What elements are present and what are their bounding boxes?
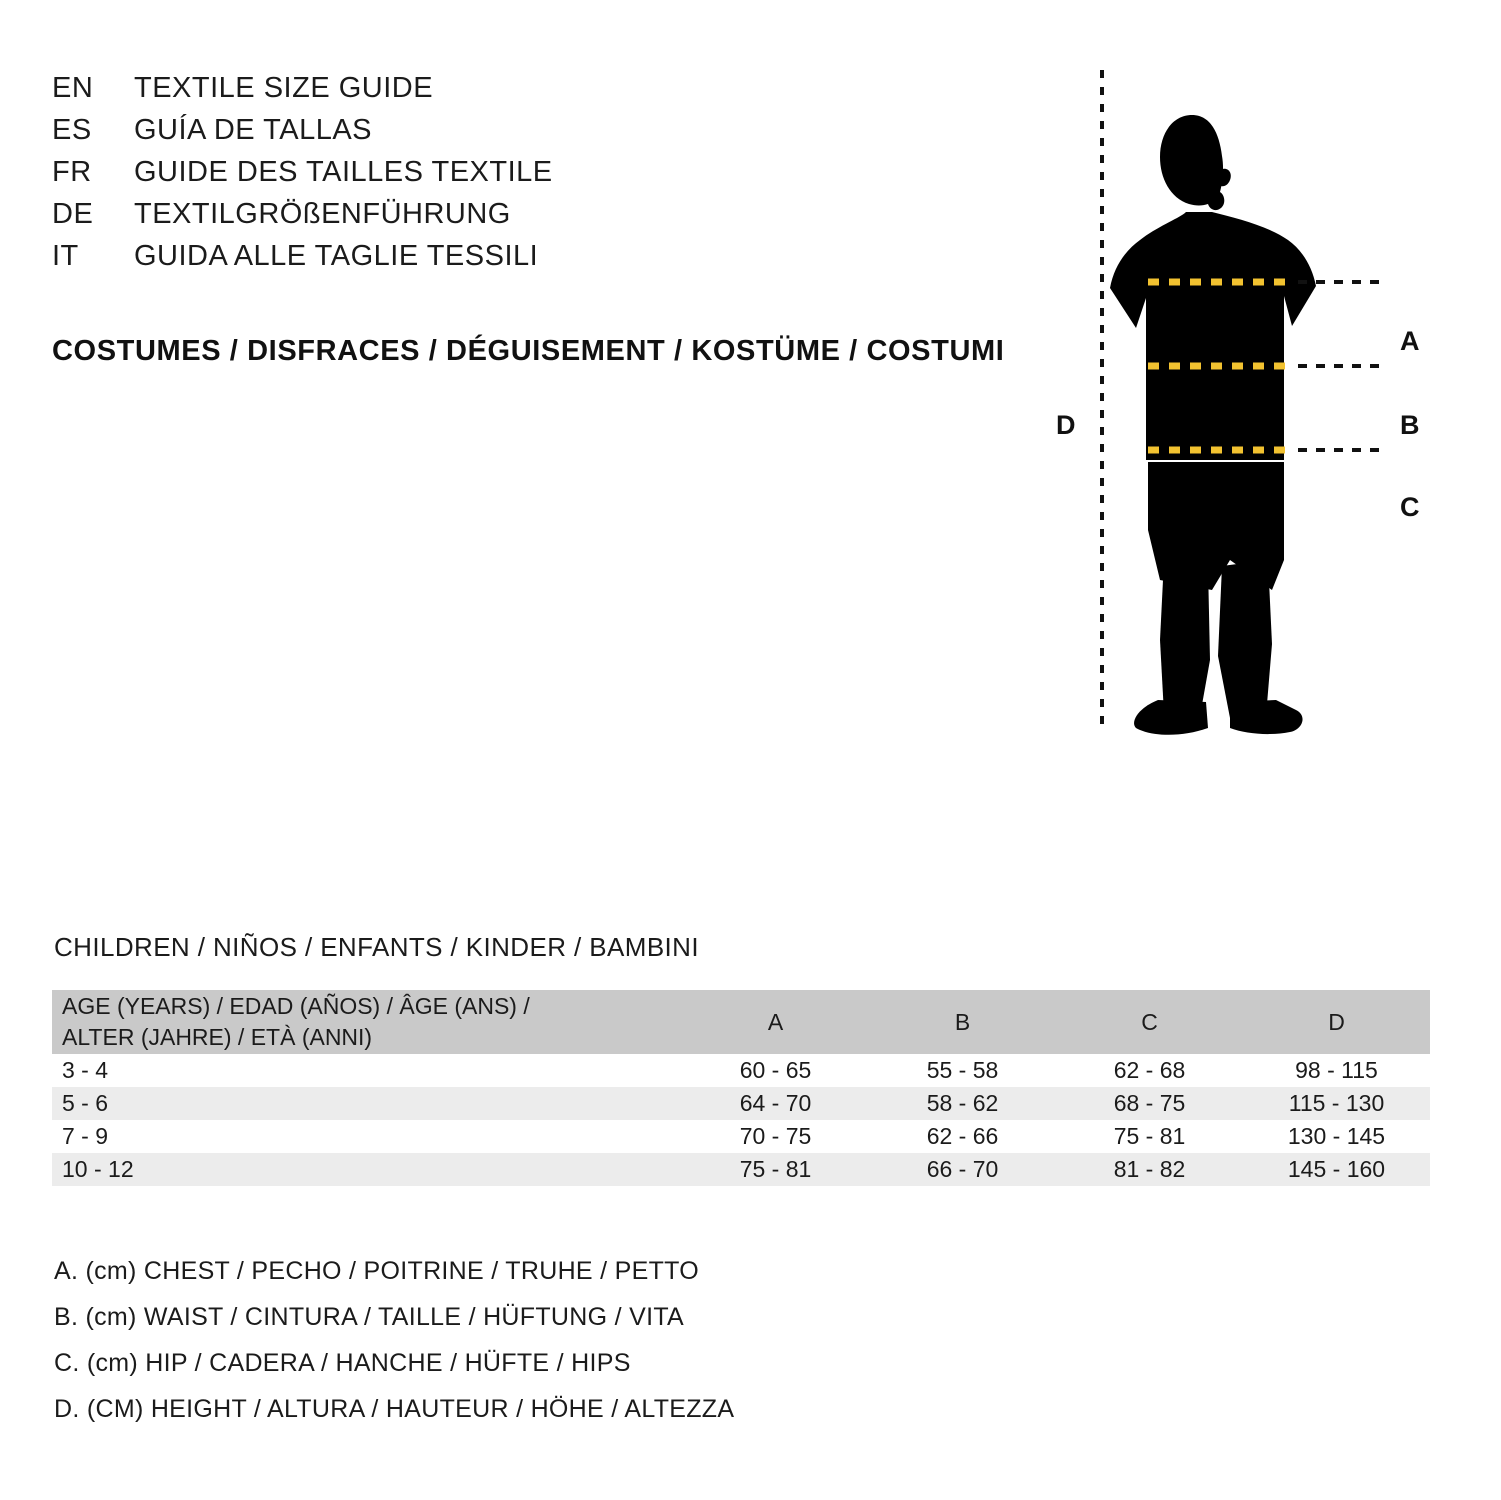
cell-d: 115 - 130	[1243, 1087, 1430, 1120]
language-row	[52, 240, 1032, 282]
column-header-a: A	[682, 990, 869, 1054]
child-silhouette-icon	[1040, 60, 1460, 760]
cell-d: 130 - 145	[1243, 1120, 1430, 1153]
table-row	[52, 1120, 1430, 1153]
cell-age: 3 - 4	[52, 1054, 682, 1087]
language-row	[52, 72, 1032, 114]
table-header-row	[52, 990, 1430, 1054]
marker-label-c: C	[1400, 492, 1420, 522]
table-row	[52, 1054, 1430, 1087]
marker-label-a: A	[1400, 326, 1420, 356]
table-section-title: CHILDREN / NIÑOS / ENFANTS / KINDER / BAMBINI	[54, 932, 699, 962]
cell-c: 75 - 81	[1056, 1120, 1243, 1153]
language-label: TEXTILGRÖßENFÜHRUNG	[134, 198, 511, 230]
column-header-age-line1: AGE (YEARS) / EDAD (AÑOS) / ÂGE (ANS) /	[62, 992, 530, 1019]
language-row	[52, 156, 1032, 198]
measurement-legend	[54, 1248, 1054, 1432]
cell-a: 75 - 81	[682, 1153, 869, 1186]
language-code: IT	[52, 240, 79, 272]
language-code: EN	[52, 72, 94, 104]
cell-age: 10 - 12	[52, 1153, 682, 1186]
cell-a: 70 - 75	[682, 1120, 869, 1153]
column-header-age	[52, 990, 682, 1054]
legend-item-a: A. (cm) CHEST / PECHO / POITRINE / TRUHE / PETTO	[54, 1257, 700, 1285]
language-label: TEXTILE SIZE GUIDE	[134, 72, 434, 104]
cell-b: 66 - 70	[869, 1153, 1056, 1186]
size-table	[52, 990, 1430, 1186]
column-header-b: B	[869, 990, 1056, 1054]
cell-a: 64 - 70	[682, 1087, 869, 1120]
cell-age: 5 - 6	[52, 1087, 682, 1120]
cell-d: 145 - 160	[1243, 1153, 1430, 1186]
column-header-age-line2: ALTER (JAHRE) / ETÀ (ANNI)	[62, 1024, 373, 1050]
language-label: GUIDE DES TAILLES TEXTILE	[134, 156, 553, 188]
legend-item-c: C. (cm) HIP / CADERA / HANCHE / HÜFTE / HIPS	[54, 1349, 631, 1377]
cell-a: 60 - 65	[682, 1054, 869, 1087]
marker-label-b: B	[1400, 410, 1420, 440]
cell-age: 7 - 9	[52, 1120, 682, 1153]
cell-b: 62 - 66	[869, 1120, 1056, 1153]
cell-c: 62 - 68	[1056, 1054, 1243, 1087]
cell-d: 98 - 115	[1243, 1054, 1430, 1087]
column-header-d: D	[1243, 990, 1430, 1054]
language-label: GUÍA DE TALLAS	[134, 114, 373, 146]
column-header-c: C	[1056, 990, 1243, 1054]
table-row	[52, 1087, 1430, 1120]
language-row	[52, 114, 1032, 156]
cell-c: 68 - 75	[1056, 1087, 1243, 1120]
cell-b: 55 - 58	[869, 1054, 1056, 1087]
cell-b: 58 - 62	[869, 1087, 1056, 1120]
category-line: COSTUMES / DISFRACES / DÉGUISEMENT / KOSTÜME / COSTUMI	[52, 335, 1005, 367]
legend-item-d: D. (CM) HEIGHT / ALTURA / HAUTEUR / HÖHE / ALTEZZA	[54, 1395, 735, 1423]
language-code: DE	[52, 198, 94, 230]
marker-label-d: D	[1056, 410, 1076, 440]
table-row	[52, 1153, 1430, 1186]
language-label: GUIDA ALLE TAGLIE TESSILI	[134, 240, 539, 272]
size-diagram	[1040, 60, 1460, 760]
language-row	[52, 198, 1032, 240]
silhouette-body	[1110, 115, 1316, 735]
language-code: FR	[52, 156, 92, 188]
language-list	[52, 72, 1032, 282]
language-code: ES	[52, 114, 92, 146]
legend-item-b: B. (cm) WAIST / CINTURA / TAILLE / HÜFTUNG / VITA	[54, 1303, 685, 1331]
cell-c: 81 - 82	[1056, 1153, 1243, 1186]
